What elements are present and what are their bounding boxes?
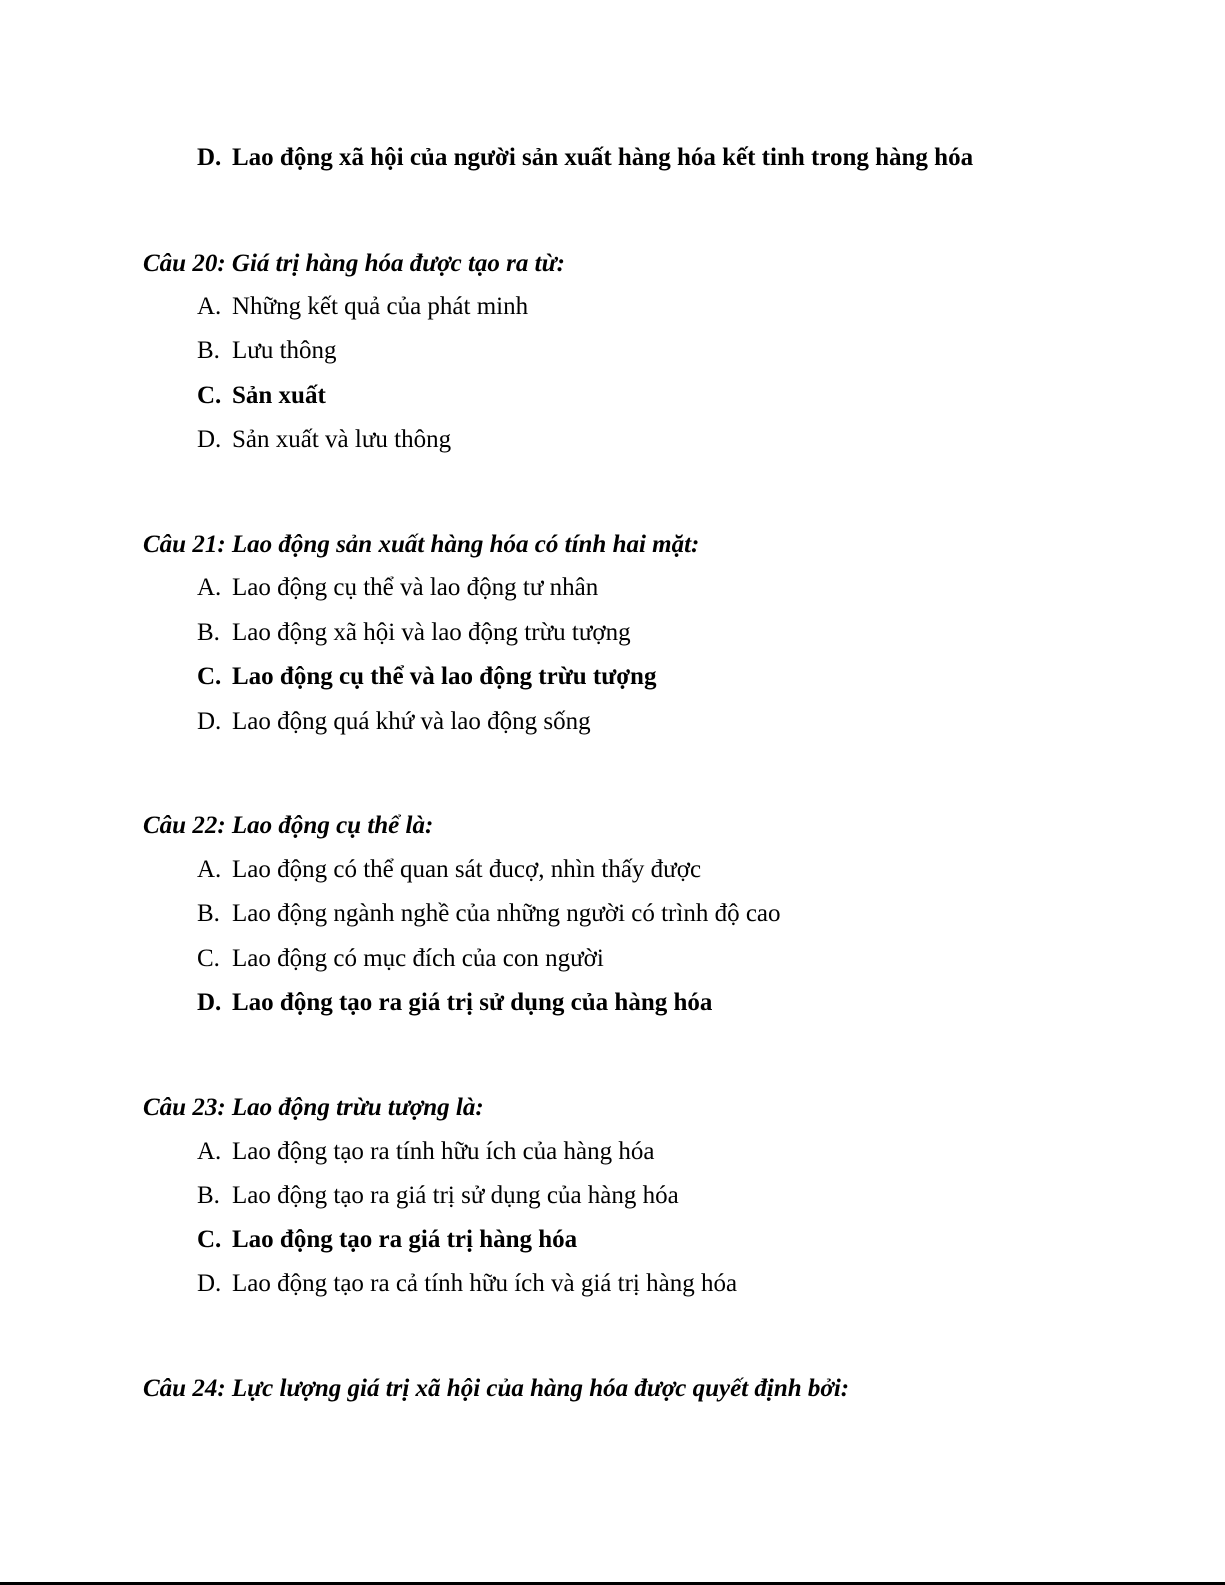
question-23-title: Câu 23: Lao động trừu tượng là: bbox=[143, 1094, 484, 1121]
question-22-option-d bbox=[197, 988, 712, 1018]
option-text: Lao động tạo ra giá trị sử dụng của hàng hóa bbox=[232, 1182, 679, 1209]
option-text: Lao động có thể quan sát đucợ, nhìn thấy được bbox=[232, 856, 702, 883]
option-text: Lao động ngành nghề của những người có trình độ cao bbox=[232, 900, 781, 927]
option-letter: D. bbox=[197, 708, 222, 735]
question-22-option-c bbox=[197, 944, 604, 974]
option-letter: D. bbox=[197, 989, 222, 1016]
option-letter: D. bbox=[197, 144, 222, 171]
option-text: Sản xuất bbox=[232, 382, 326, 409]
option-letter: D. bbox=[197, 426, 222, 453]
option-letter: C. bbox=[197, 382, 222, 409]
option-text: Lao động xã hội và lao động trừu tượng bbox=[232, 619, 631, 646]
question-20-option-b bbox=[197, 336, 337, 366]
option-text: Lao động tạo ra giá trị sử dụng của hàng hóa bbox=[232, 989, 713, 1016]
question-21-option-d bbox=[197, 707, 591, 737]
question-24-title: Câu 24: Lực lượng giá trị xã hội của hàng hóa được quyết định bởi: bbox=[143, 1375, 850, 1402]
option-letter: C. bbox=[197, 1226, 222, 1253]
question-22-option-a bbox=[197, 855, 701, 885]
option-letter: C. bbox=[197, 663, 222, 690]
option-text: Lao động có mục đích của con người bbox=[232, 945, 604, 972]
question-23-option-a bbox=[197, 1137, 654, 1167]
question-22-title: Câu 22: Lao động cụ thể là: bbox=[143, 812, 434, 839]
question-20-option-a bbox=[197, 292, 528, 322]
option-letter: A. bbox=[197, 293, 222, 320]
question-20-option-d bbox=[197, 425, 451, 455]
question-21-title: Câu 21: Lao động sản xuất hàng hóa có tính hai mặt: bbox=[143, 531, 700, 558]
option-text: Lao động cụ thể và lao động trừu tượng bbox=[232, 663, 657, 690]
question-23-option-c bbox=[197, 1225, 577, 1255]
question-20-option-c bbox=[197, 381, 326, 411]
question-20-title: Câu 20: Giá trị hàng hóa được tạo ra từ: bbox=[143, 250, 565, 277]
option-letter: A. bbox=[197, 574, 222, 601]
question-21-option-b bbox=[197, 618, 631, 648]
option-text: Sản xuất và lưu thông bbox=[232, 426, 452, 453]
option-letter: B. bbox=[197, 337, 220, 364]
question-23-option-d bbox=[197, 1269, 737, 1299]
question-23-option-b bbox=[197, 1181, 679, 1211]
option-letter: B. bbox=[197, 619, 220, 646]
option-letter: D. bbox=[197, 1270, 222, 1297]
option-text: Lao động cụ thể và lao động tư nhân bbox=[232, 574, 599, 601]
question-21-option-a bbox=[197, 573, 598, 603]
option-text: Những kết quả của phát minh bbox=[232, 293, 529, 320]
option-letter: A. bbox=[197, 856, 222, 883]
option-letter: A. bbox=[197, 1138, 222, 1165]
option-letter: B. bbox=[197, 900, 220, 927]
option-text: Lao động tạo ra cả tính hữu ích và giá trị hàng hóa bbox=[232, 1270, 738, 1297]
question-22-option-b bbox=[197, 899, 781, 929]
option-text: Lao động quá khứ và lao động sống bbox=[232, 708, 591, 735]
option-letter: C. bbox=[197, 945, 220, 972]
option-letter: B. bbox=[197, 1182, 220, 1209]
option-text: Lưu thông bbox=[232, 337, 337, 364]
option-text: Lao động xã hội của người sản xuất hàng hóa kết tinh trong hàng hóa bbox=[232, 144, 974, 171]
option-text: Lao động tạo ra giá trị hàng hóa bbox=[232, 1226, 578, 1253]
question-21-option-c bbox=[197, 662, 656, 692]
option-text: Lao động tạo ra tính hữu ích của hàng hóa bbox=[232, 1138, 655, 1165]
option-d-previous-question bbox=[197, 143, 973, 173]
